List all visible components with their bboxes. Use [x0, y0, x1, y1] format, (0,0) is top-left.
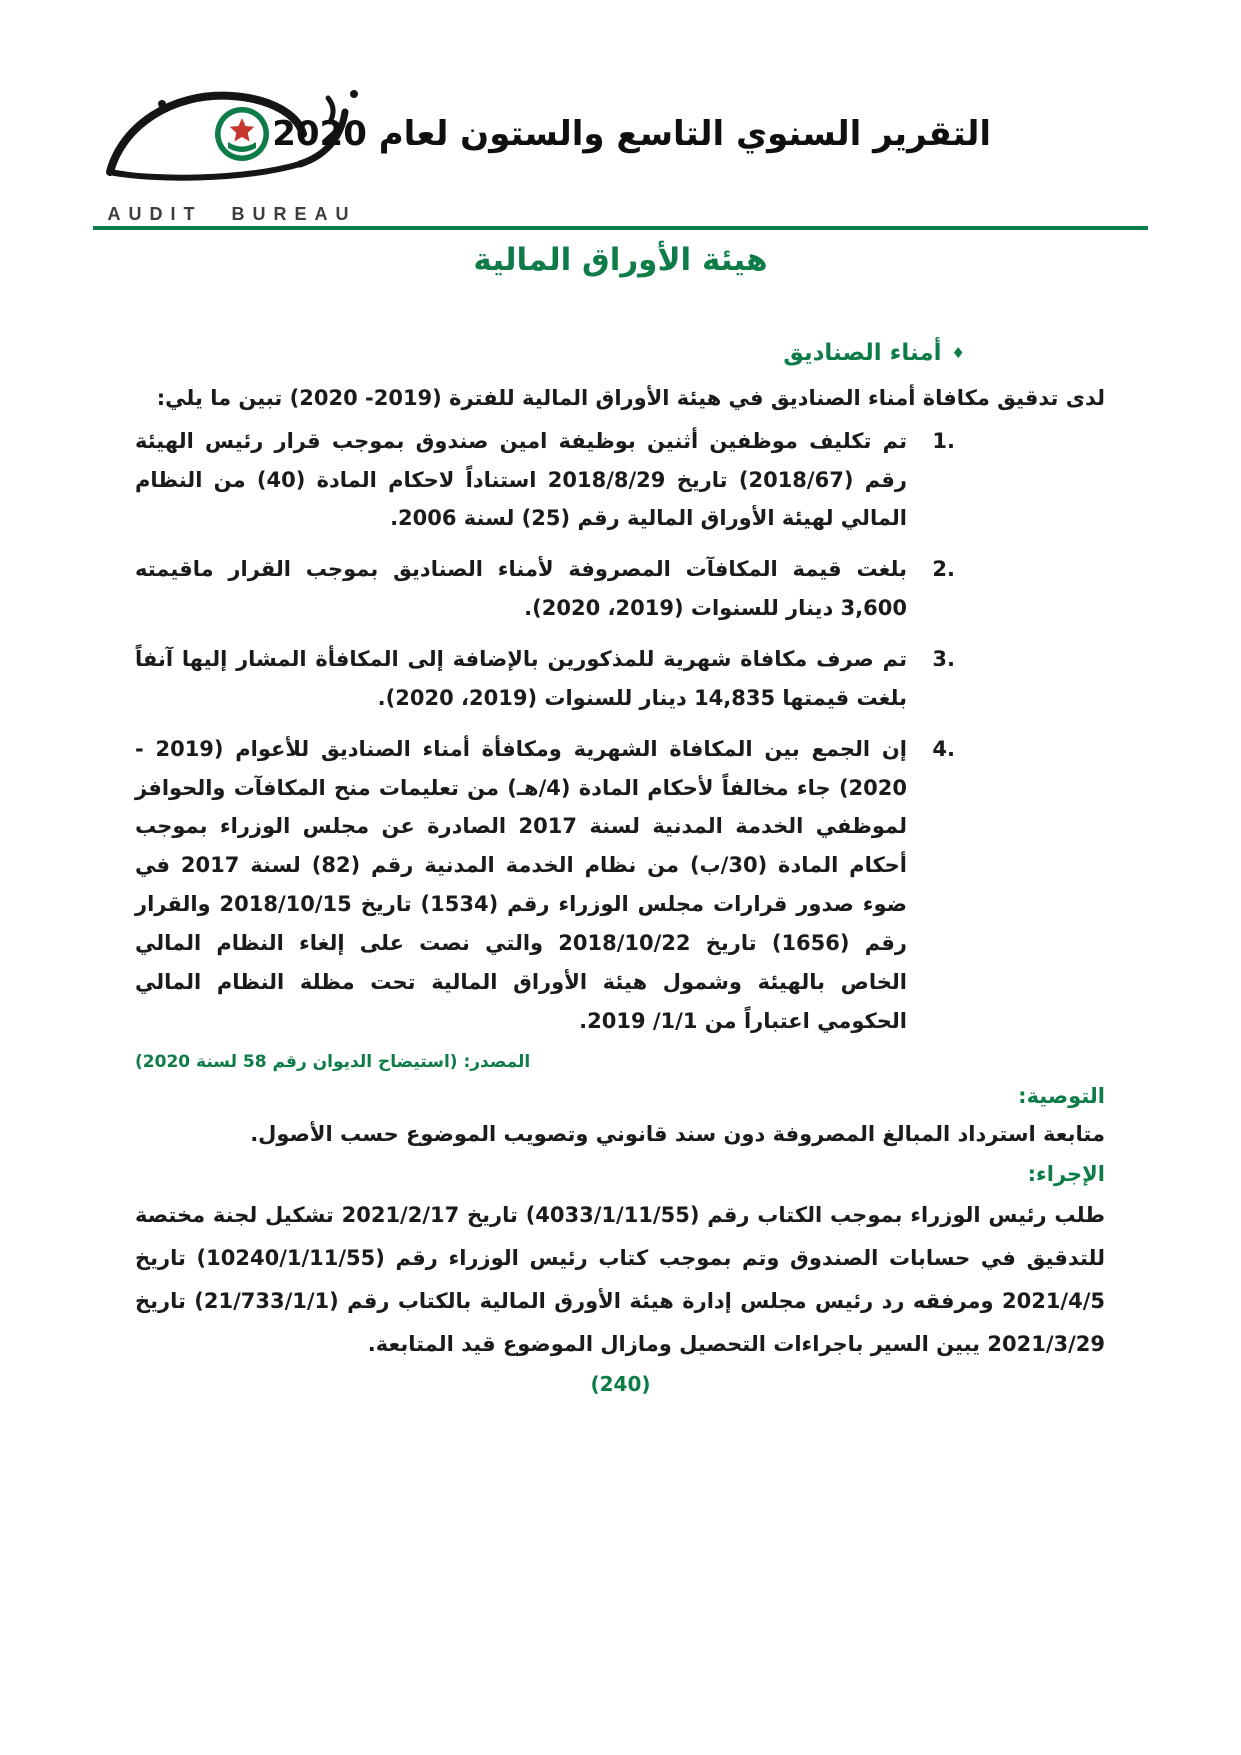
- findings-list: [135, 422, 955, 1041]
- finding-text: تم صرف مكافاة شهرية للمذكورين بالإضافة إلى المكافأة المشار إليها آنفاً بلغت قيمتها 14,835 دينار للسنوات (2019، 2020).: [135, 647, 907, 710]
- finding-text: بلغت قيمة المكافآت المصروفة لأمناء الصناديق بموجب القرار ماقيمته 3,600 دينار للسنوات (2019، 2020).: [135, 557, 907, 621]
- section-heading: [135, 340, 965, 366]
- action-text: طلب رئيس الوزراء بموجب الكتاب رقم (4033/1/11/55) تاريخ 2021/2/17 تشكيل لجنة مختصة للتدقيق في حسابات الصندوق وتم بموجب كتاب رئيس الوزراء رقم (10240/1/11/55) تاريخ 2021/4/5 ومرفقه رد رئيس مجلس إدارة هيئة الأورق المالية بالكتاب رقم (21/733/1/1) تاريخ 2021/3/29 يبين السير باجراءات التحصيل ومازال الموضوع قيد المتابعة.: [135, 1203, 1105, 1357]
- page-title: هيئة الأوراق المالية: [473, 242, 768, 278]
- page-number: (240): [590, 1372, 651, 1396]
- finding-text: إن الجمع بين المكافاة الشهرية ومكافأة أمناء الصناديق للأعوام (2019 - 2020) جاء مخالفاً لأحكام المادة (4/هـ) من تعليمات منح المكافآت والحوافز لموظفي الخدمة المدنية لسنة 2017 الصادرة عن مجلس الوزراء بموجب أحكام المادة (30/ب) من نظام الخدمة المدنية رقم (82) لسنة 2017 في ضوء صدور قرارات مجلس الوزراء رقم (1534) تاريخ 2018/10/15 والقرار رقم (1656) تاريخ 2018/10/22 والتي نصت على إلغاء النظام المالي الخاص بالهيئة وشمول هيئة الأوراق المالية تحت مظلة النظام المالي الحكومي اعتباراً من 1/1/ 2019.: [135, 736, 908, 1033]
- section-intro: لدى تدقيق مكافاة أمناء الصناديق في هيئة الأوراق المالية للفترة (2019- 2020) تبين ما يلي:: [156, 386, 1105, 410]
- finding-number: 3.: [932, 647, 955, 672]
- header-divider: [93, 226, 1148, 230]
- diamond-bullet-icon: ♦: [951, 343, 965, 362]
- action-label: الإجراء:: [1027, 1162, 1105, 1187]
- finding-item: [135, 730, 955, 1041]
- section-heading-text: أمناء الصناديق: [783, 340, 942, 366]
- finding-item: [135, 422, 955, 539]
- source-note: المصدر: (استيضاح الديوان رقم 58 لسنة 2020): [135, 1052, 531, 1073]
- recommendation-text: متابعة استرداد المبالغ المصروفة دون سند قانوني وتصويب الموضوع حسب الأصول.: [250, 1122, 1105, 1147]
- logo-emblem: [215, 107, 269, 161]
- content: [135, 332, 1105, 1366]
- report-title: التقرير السنوي التاسع والستون لعام 2020: [272, 114, 991, 154]
- finding-number: 2.: [932, 557, 955, 582]
- recommendation-label: التوصية:: [1018, 1084, 1105, 1109]
- finding-item: [135, 640, 955, 718]
- finding-number: 1.: [932, 428, 955, 453]
- finding-item: [135, 550, 955, 628]
- logo-text-en: AUDIT BUREAU: [107, 204, 357, 224]
- finding-text: تم تكليف موظفين أثنين بوظيفة امين صندوق بموجب قرار رئيس الهيئة رقم (2018/67) تاريخ 2018/8/29 استناداً لاحكام المادة (40) من النظام المالي لهيئة الأوراق المالية رقم (25) لسنة 2006.: [135, 428, 908, 531]
- finding-number: 4.: [932, 736, 955, 761]
